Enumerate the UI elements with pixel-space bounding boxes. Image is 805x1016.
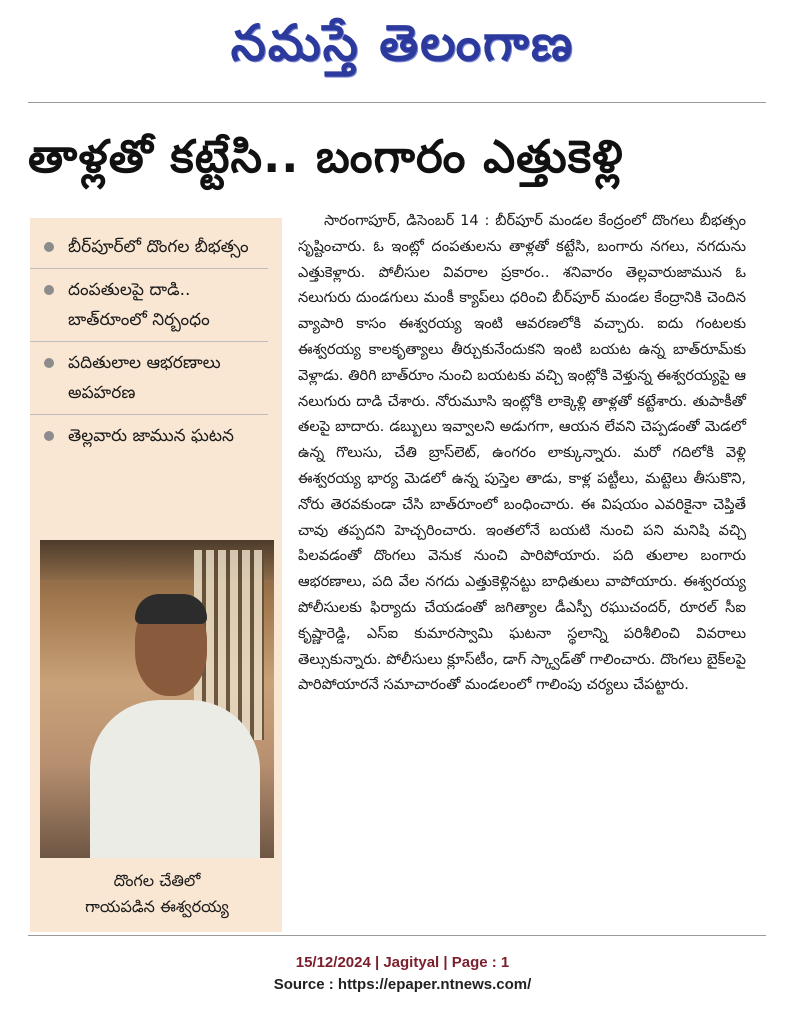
victim-photo <box>40 540 274 858</box>
source-line: Source : https://epaper.ntnews.com/ <box>273 976 532 993</box>
bullet-icon <box>44 431 54 441</box>
caption-line: గాయపడిన ఈశ్వరయ్య <box>85 897 229 916</box>
highlight-text: తెల్లవారు జామున ఘటన <box>68 426 234 446</box>
bullet-icon <box>44 285 54 295</box>
article-body <box>298 208 746 698</box>
article-paragraph: సారంగాపూర్, డిసెంబర్ 14 : బీర్‌పూర్ మండల కేంద్రంలో దొంగలు బీభత్సం సృష్టించారు. ఓ ఇంట్లో దంపతులను తాళ్లతో కట్టేసి, బంగారు నగలు, నగదును ఎత్తుకెళ్లారు. పోలీసుల వివరాల ప్రకారం.. శనివారం తెల్లవారుజామున ఓ నలుగురు దుండగులు మంకీ క్యాప్‌లు ధరించి బీర్‌పూర్ మండల కేంద్రానికి చెందిన వ్యాపారి కాసం ఈశ్వరయ్య ఇంటి ఆవరణలోకి వచ్చారు. ఐదు గంటలకు ఈశ్వరయ్య కాలకృత్యాలు తీర్చుకునేందుకని ఇంటి బయట ఉన్న బాత్‌రూమ్‌కు వెళ్లాడు. తిరిగి బాత్‌రూం నుంచి బయటకు వచ్చి ఇంట్లోకి వెళ్తున్న ఈశ్వరయ్యపై ఆ నలుగురు దాడి చేశారు. నోరుమూసి ఇంట్లోకి లాక్కెళ్లి తాళ్లతో కట్టేశారు. తుపాకీతో తలపై బాదారు. డబ్బులు ఇవ్వాలని అడుగగా, ఆయన లేవని చెప్పడంతో మెడలో ఉన్న గొలుసు, చేతి బ్రాస్‌లెట్, ఉంగరం లాక్కున్నారు. మరో గదిలోకి వెళ్లి ఈశ్వరయ్య భార్య మెడలో ఉన్న పుస్తెల తాడు, కాళ్ల పట్టీలు, మట్టెలు తీసుకొని, నోరు తెరవకుండా చేసి బాత్‌రూంలో బంధించారు. ఈ విషయం ఎవరికైనా చెప్తితే చావు తప్పదని హెచ్చరించారు. ఇంతలోనే బయటి నుంచి పని మనిషి వచ్చి పిలవడంతో దొంగలు వెనుక నుంచి పారిపోయారు. పది తులాల బంగారు ఆభరణాలు, పది వేల నగదు ఎత్తుకెళ్లినట్టు బాధితులు వాపోయారు. ఈశ్వరయ్య పోలీసులకు ఫిర్యాదు చేయడంతో జగిత్యాల డీఎస్పీ రఘుచందర్, రూరల్ సీఐ కృష్ణారెడ్డి, ఎస్ఐ కుమారస్వామి ఘటనా స్థలాన్ని పరిశీలించి వివరాలు తెల్సుకున్నారు. పోలీసులు క్లూస్‌టీం, డాగ్ స్క్వాడ్‌తో గాలించారు. దొంగలు బైక్‌లపై పారిపోయారనే సమాచారంతో మండలంలో గాలింపు చర్యలు చేపట్టారు. <box>298 212 746 694</box>
highlight-text: దంపతులపై దాడి.. బాత్‌రూంలో నిర్బంధం <box>68 280 210 330</box>
photo-caption <box>40 868 274 920</box>
newspaper-masthead: నమస్తే తెలంగాణ <box>230 14 575 72</box>
edition-meta: 15/12/2024 | Jagityal | Page : 1 <box>295 954 510 971</box>
bullet-icon <box>44 358 54 368</box>
highlights-list <box>30 226 282 457</box>
photo-person <box>80 580 260 858</box>
article-headline: తాళ్లతో కట్టేసి.. బంగారం ఎత్తుకెళ్లి <box>28 130 624 183</box>
bottom-divider <box>28 935 766 936</box>
top-divider <box>28 102 766 103</box>
highlight-item <box>30 342 268 415</box>
photo-shirt <box>90 700 260 858</box>
highlight-text: పదితులాల ఆభరణాలు అపహరణ <box>68 353 221 403</box>
highlight-item <box>30 415 268 457</box>
highlight-item <box>30 269 268 342</box>
highlight-text: బీర్‌పూర్‌లో దొంగల బీభత్సం <box>68 237 249 257</box>
photo-hair <box>135 594 207 624</box>
page-footer <box>0 952 805 996</box>
caption-line: దొంగల చేతిలో <box>113 871 201 890</box>
bullet-icon <box>44 242 54 252</box>
highlight-item <box>30 226 268 269</box>
